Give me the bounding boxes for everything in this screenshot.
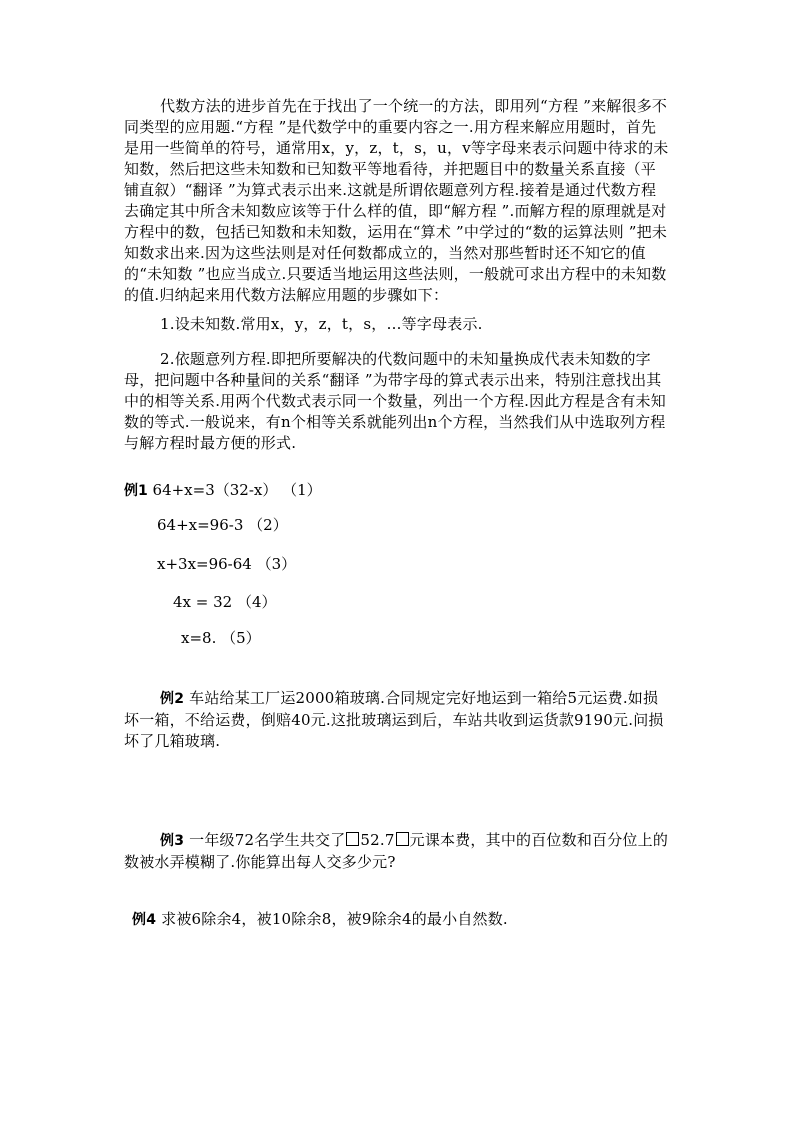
equation-1: 64+x=3（32-x） （1） [152,481,322,499]
example-1-label: 例1 [124,483,148,499]
equation-3: x+3x=96-64 （3） [157,555,297,573]
example-3-paragraph [124,830,670,873]
blurred-digit-box [346,832,359,846]
equation-5: x=8. （5） [181,629,261,647]
example-4-paragraph [132,909,670,931]
example-3-text-a: 一年级72名学生共交了 [189,831,346,849]
example-3-text-b: 52.7 [360,831,395,849]
example-4-text: 求被6除余4，被10除余8，被9除余4的最小自然数. [161,910,508,928]
step-2-text: 2.依题意列方程.即把所要解决的代数问题中的未知量换成代表未知数的字母，把问题中各种量间的关系“翻译 ”为带字母的算式表示出来，特别注意找出其中的相等关系.用两个代数式表示同一个数量，列出一个方程.因此方程是含有未知数的等式.一般说来，有n个相等关系就能列出n个方程，当然我们从中选取列方程与解方程时最方便的形式. [124,350,666,452]
equation-2: 64+x=96-3 （2） [157,516,288,534]
blurred-digit-box [396,832,409,846]
example-1-first-line [124,480,322,501]
intro-paragraph [124,96,670,306]
step-1: 1.设未知数.常用x，y，z，t，s，…等字母表示. [160,315,483,333]
example-2-text: 车站给某工厂运2000箱玻璃.合同规定完好地运到一箱给5元运费.如损坏一箱，不给运费，倒赔40元.这批玻璃运到后，车站共收到运货款9190元.问损坏了几箱玻璃. [124,689,664,750]
example-2-paragraph [124,688,670,752]
example-3-text-c: 元课本费，其中的百位数和百分位上的数被水弄模糊了.你能算出每人交多少元? [124,831,669,871]
example-3-label: 例3 [160,833,185,849]
intro-text: 代数方法的进步首先在于找出了一个统一的方法，即用列“方程 ”来解很多不同类型的应用题.“方程 ”是代数学中的重要内容之一.用方程来解应用题时，首先是用一些简单的符号，通常用x，y，z，t，s，u，v等字母来表示问题中待求的未知数，然后把这些未知数和已知数平等地看待，并把题目中的数量关系直接（平铺直叙）“翻译 ”为算式表示出来.这就是所谓依题意列方程.接着是通过代数方程去确定其中所含未知数应该等于什么样的值，即“解方程 ”.而解方程的原理就是对方程中的数，包括已知数和未知数，运用在“算术 ”中学过的“数的运算法则 ”把未知数求出来.因为这些法则是对任何数都成立的，当然对那些暂时还不知它的值的“未知数 ”也应当成立.只要适当地运用这些法则，一般就可求出方程中的未知数的值.归纳起来用代数方法解应用题的步骤如下： [124,97,669,304]
step-2-paragraph [124,349,670,454]
equation-4: 4x = 32 （4） [173,593,277,611]
example-2-label: 例2 [160,691,185,707]
example-4-label: 例4 [132,912,157,928]
